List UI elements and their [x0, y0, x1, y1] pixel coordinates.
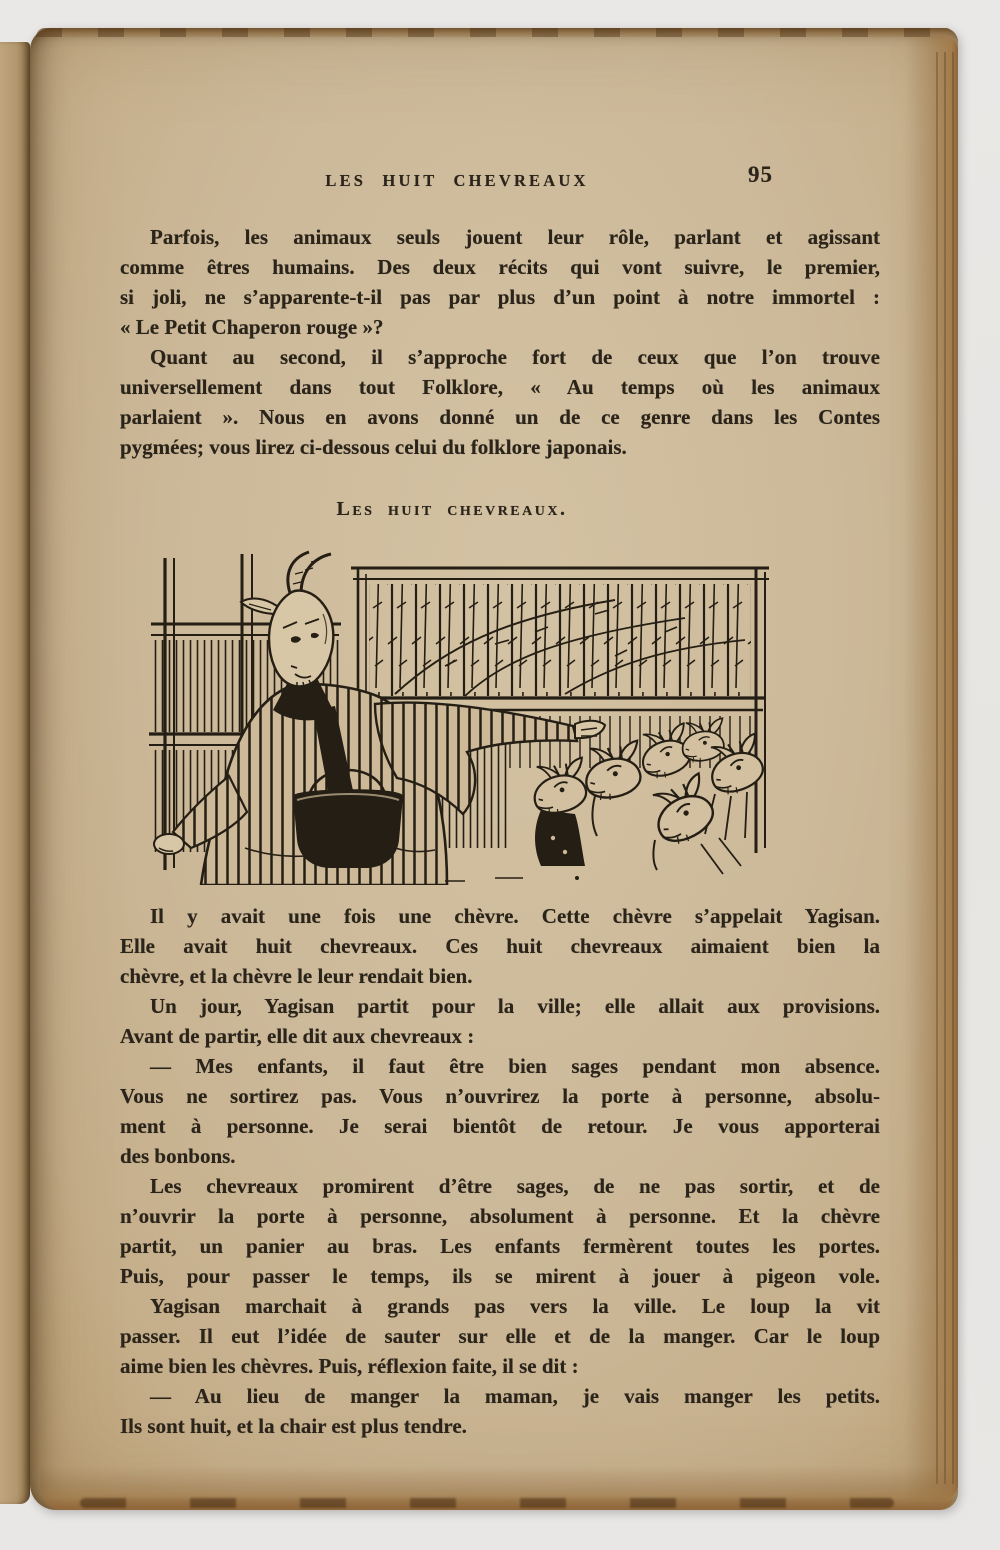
text-line: Yagisan marchait à grands pas vers la ville. Le loup la vit — [150, 1294, 880, 1318]
text-line: Puis, pour passer le temps, ils se mirent à jouer à pigeon vole. — [120, 1264, 880, 1288]
story-paragraph — [120, 1291, 880, 1381]
page-stack-streaks — [930, 52, 956, 1484]
page-number: 95 — [748, 162, 773, 187]
facing-page-edge — [0, 42, 30, 1504]
text-line: Vous ne sortirez pas. Vous n’ouvrirez la porte à personne, absolu- — [120, 1084, 880, 1108]
text-line: Quant au second, il s’approche fort de ceux que l’on trouve — [150, 345, 880, 369]
running-title: LES HUIT CHEVREAUX — [325, 171, 589, 190]
text-line: Les chevreaux promirent d’être sages, de ne pas sortir, et de — [150, 1174, 880, 1198]
story-paragraph — [120, 1381, 880, 1441]
text-line: — Au lieu de manger la maman, je vais manger les petits. — [150, 1384, 880, 1408]
text-line: chèvre, et la chèvre le leur rendait bien. — [120, 964, 473, 988]
page-stack-bottom-edge — [40, 1466, 954, 1510]
story-paragraph — [120, 901, 880, 991]
text-line: Avant de partir, elle dit aux chevreaux : — [120, 1024, 475, 1048]
text-column — [120, 28, 880, 1441]
text-line: des bonbons. — [120, 1144, 236, 1168]
book-page — [30, 28, 958, 1510]
text-line: — Mes enfants, il faut être bien sages pendant mon absence. — [150, 1054, 880, 1078]
page-stack-bottom-blotches — [80, 1498, 894, 1508]
story-paragraph — [120, 1051, 880, 1171]
story-illustration — [145, 548, 775, 885]
text-line: Un jour, Yagisan partit pour la ville; elle allait aux provisions. — [150, 994, 880, 1018]
intro-paragraph — [120, 342, 880, 462]
text-line: Il y avait une fois une chèvre. Cette chèvre s’appelait Yagisan. — [150, 904, 880, 928]
goat-family-woodcut — [145, 548, 775, 885]
text-line: « Le Petit Chaperon rouge »? — [120, 315, 384, 339]
text-line: si joli, ne s’apparente-t-il pas par plus d’un point à notre immortel : — [120, 285, 880, 309]
text-line: Ils sont huit, et la chair est plus tendre. — [120, 1414, 467, 1438]
text-line: n’ouvrir la porte à personne, absolument à personne. Et la chèvre — [120, 1204, 880, 1228]
text-line: parlaient ». Nous en avons donné un de ce genre dans les Contes — [120, 405, 880, 429]
text-line: ment à personne. Je serai bientôt de retour. Je vous apporterai — [120, 1114, 880, 1138]
text-line: pygmées; vous lirez ci-dessous celui du folklore japonais. — [120, 435, 627, 459]
text-line: comme êtres humains. Des deux récits qui vont suivre, le premier, — [120, 255, 880, 279]
story-paragraph — [120, 991, 880, 1051]
story-paragraph — [120, 1171, 880, 1291]
intro-paragraph — [120, 222, 880, 342]
section-title: Les huit chevreaux. — [336, 498, 568, 520]
text-line: Elle avait huit chevreaux. Ces huit chevreaux aimaient bien la — [120, 934, 880, 958]
text-line: aime bien les chèvres. Puis, réflexion faite, il se dit : — [120, 1354, 579, 1378]
text-line: Parfois, les animaux seuls jouent leur rôle, parlant et agissant — [150, 225, 880, 249]
text-line: passer. Il eut l’idée de sauter sur elle et de la manger. Car le loup — [120, 1324, 880, 1348]
page-stack-right-edge — [904, 36, 958, 1500]
running-head — [120, 162, 880, 198]
text-line: partit, un panier au bras. Les enfants fermèrent toutes les portes. — [120, 1234, 880, 1258]
text-line: universellement dans tout Folklore, « Au temps où les animaux — [120, 375, 880, 399]
